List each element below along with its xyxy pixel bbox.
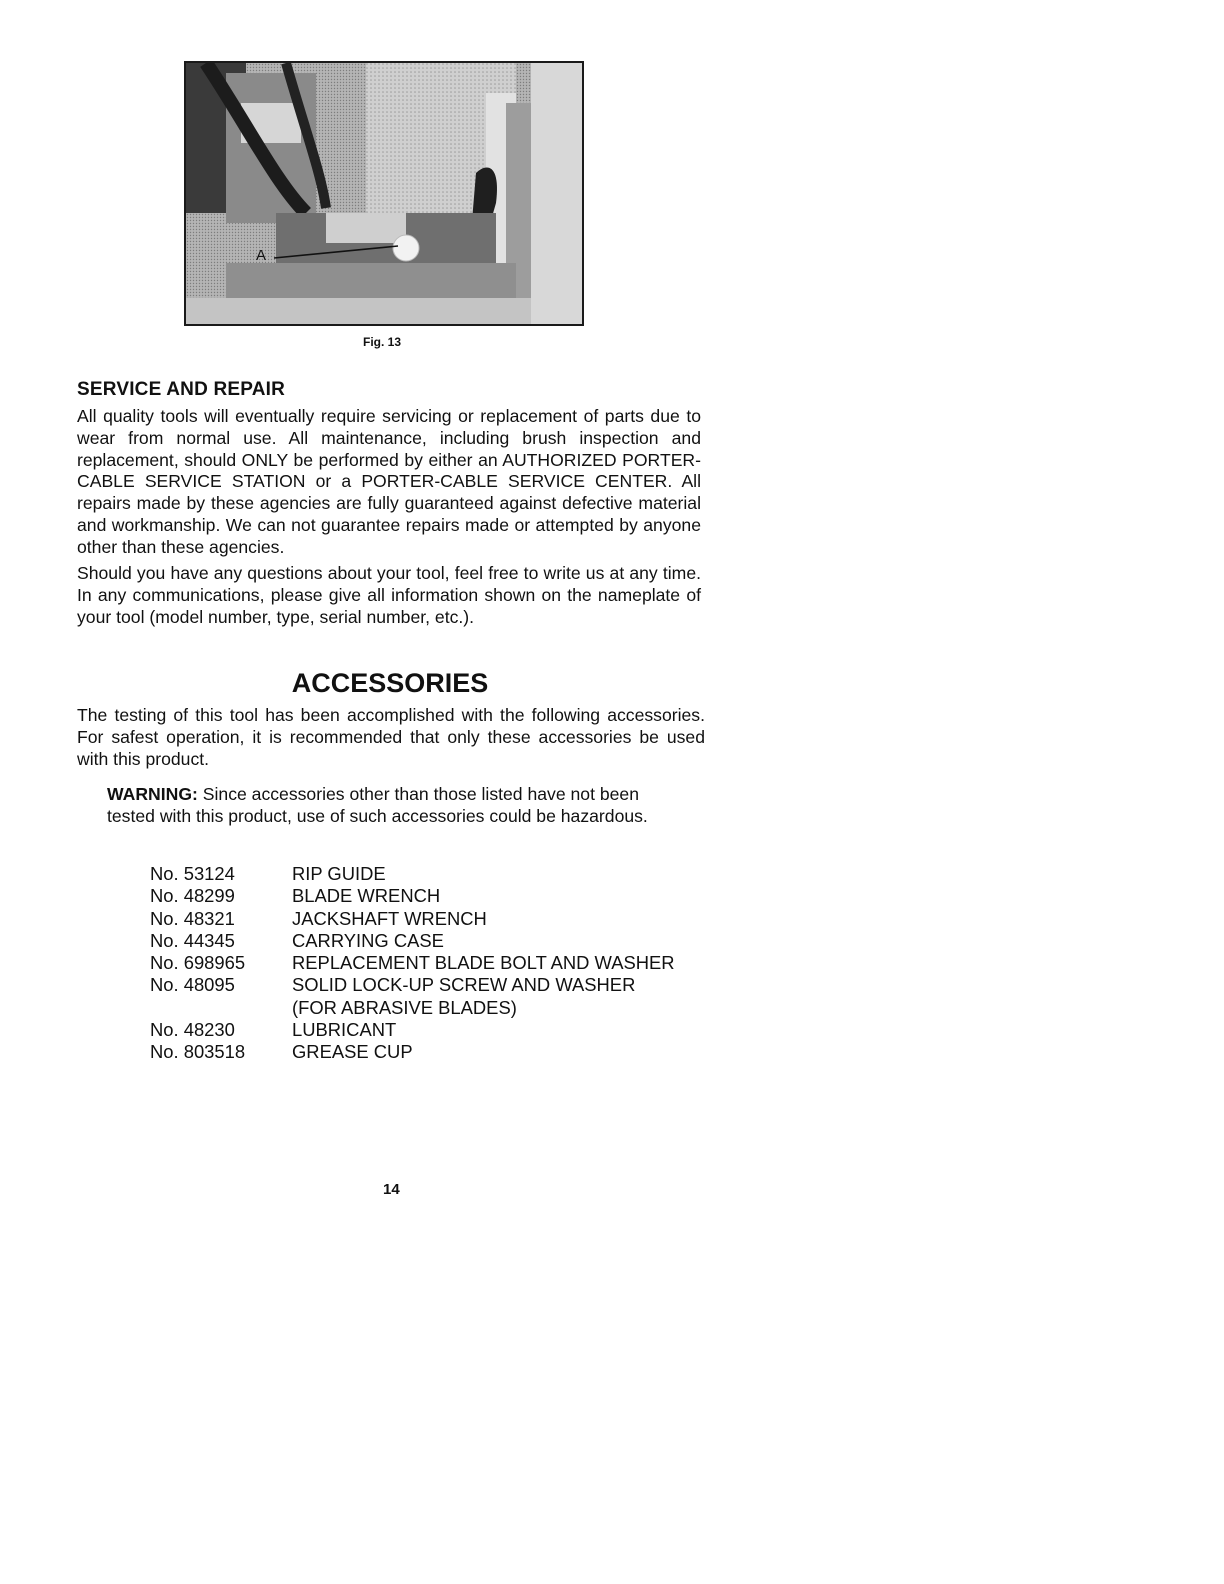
accessory-number: No. 48299 xyxy=(150,885,235,907)
accessory-number: No. 48321 xyxy=(150,907,235,929)
accessory-description: LUBRICANT xyxy=(292,1019,397,1041)
accessory-number: No. 698965 xyxy=(150,952,246,974)
accessory-description: CARRYING CASE xyxy=(292,929,444,951)
accessory-row xyxy=(150,930,730,952)
accessory-row xyxy=(150,1041,730,1063)
accessory-description: JACKSHAFT WRENCH xyxy=(292,907,487,929)
service-paragraph-2: Should you have any questions about your tool, feel free to write us at any time. In any communications, please give all information shown on the nameplate of your tool (model number, type, serial number, etc.). xyxy=(77,563,701,627)
accessory-number: No. 48230 xyxy=(150,1019,235,1041)
figure-caption: Fig. 13 xyxy=(363,335,402,349)
service-repair-heading: SERVICE AND REPAIR xyxy=(77,379,286,400)
accessory-number: No. 48095 xyxy=(150,974,235,996)
warning-text: Since accessories other than those listed have not been tested with this product, use of such accessories could be hazardous. xyxy=(107,784,648,826)
accessory-number: No. 803518 xyxy=(150,1041,246,1063)
accessory-row xyxy=(150,885,730,907)
accessory-list xyxy=(150,863,730,1064)
accessory-description: SOLID LOCK-UP SCREW AND WASHER (FOR ABRASIVE BLADES) xyxy=(292,974,636,1018)
accessory-row xyxy=(150,863,730,885)
accessory-row xyxy=(150,908,730,930)
accessory-row xyxy=(150,952,730,974)
accessories-intro: The testing of this tool has been accomplished with the following accessories. For safest operation, it is recommended that only these accessories be used with this product. xyxy=(77,705,705,769)
accessory-description: BLADE WRENCH xyxy=(292,885,441,907)
accessory-description: RIP GUIDE xyxy=(292,863,386,884)
accessory-description: REPLACEMENT BLADE BOLT AND WASHER xyxy=(292,952,675,974)
page-number: 14 xyxy=(383,1181,400,1198)
accessory-number: No. 53124 xyxy=(150,863,235,884)
warning-note xyxy=(107,783,677,827)
accessory-description: GREASE CUP xyxy=(292,1041,413,1063)
figure-13-photo xyxy=(184,61,584,326)
accessory-row xyxy=(150,1019,730,1041)
warning-label: WARNING: xyxy=(107,784,198,804)
saw-photo-illustration xyxy=(186,63,582,324)
accessory-number: No. 44345 xyxy=(150,929,235,951)
callout-label-a: A xyxy=(256,247,267,264)
service-paragraph-1: All quality tools will eventually require servicing or replacement of parts due to wear from normal use. All maintenance, including brush inspection and replacement, should ONLY be performed by either an AUTHORIZED PORTER-CABLE SERVICE STATION or a PORTER-CABLE SERVICE CENTER. All repairs made by these agencies are fully guaranteed against defective material and workmanship. We can not guarantee repairs made or attempted by anyone other than these agencies. xyxy=(77,406,701,557)
accessories-heading: ACCESSORIES xyxy=(291,668,489,698)
accessory-row xyxy=(150,974,730,1019)
